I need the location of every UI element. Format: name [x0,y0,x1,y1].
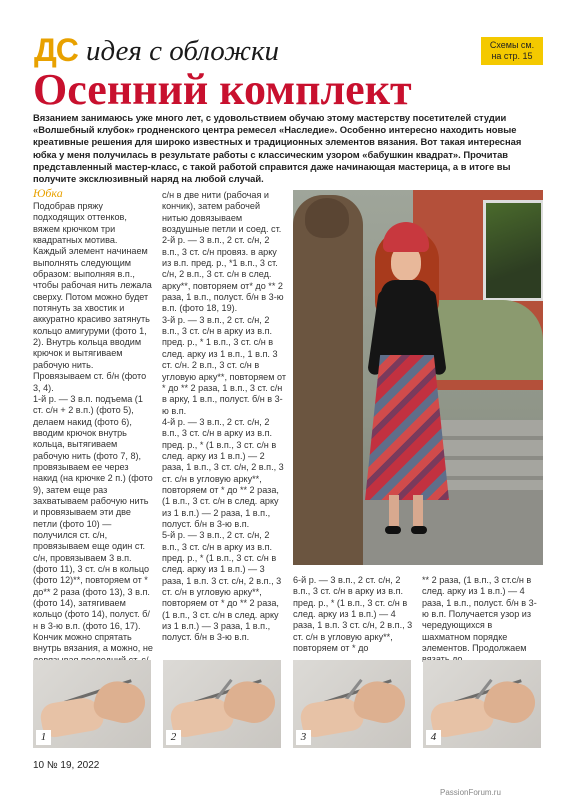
left-leg [389,495,399,530]
black-sweater [381,280,431,360]
wooden-bear-sculpture [293,195,363,565]
step-photo-3 [293,660,411,748]
text-column-3: 6-й р. — 3 в.п., 2 ст. с/н, 2 в.п., 3 ст. с/н в арку из в.п. пред. р., * (1 в.п., 3 ст. с/н в след. арку из 1 в.п.) — 4 раза, 1 в.п. 3 ст. с/н, 2 в.п., 3 ст. с/н в угловую арку**, повторяем от * до [293,575,413,654]
watermark: PassionForum.ru [440,788,501,797]
page-folio: 10 № 19, 2022 [33,760,100,771]
window-reflection [486,203,541,298]
window [483,200,543,301]
section-kicker: идея с обложки [86,35,280,67]
bear-head [305,198,349,238]
main-photo [293,190,543,565]
step-number: 4 [426,730,441,745]
text-column-1 [33,187,153,689]
right-shoe [411,526,427,534]
step-photo-4 [423,660,541,748]
right-leg [413,495,423,530]
step-number: 2 [166,730,181,745]
brand-logo: ДС [34,32,78,68]
text-column-2: с/н в две нити (рабочая и кончик), затем рабочей нитью довязываем воздушные петли и соед. ст. 2-й р. — 3 в.п., 2 ст. с/н, 2 в.п., 3 ст. с/н провяз. в арку из в.п. пред. р., *1 в.п., 3 ст. с/н, 2 в.п., 3 ст. с/н в след. арку**, повторяем от* до ** 2 раза, 1 в.п., полуст. б/н в 3-ю в.п. (фото 18, 19). 3-й р. — 3 в.п., 2 ст. с/н, 2 в.п., 3 ст. с/н в арку из в.п. пред. р., * 1 в.п., 3 ст. с/н в след. арку из 1 в.п., 1 в.п. 3 ст. с/н. 2 в.п., 3 ст. с/н в угловую арку**, повторяем от * до ** 2 раза, 1 в.п., 3 ст. с/н в арку, 1 в.п., полуст. б/н в 3-ю в.п. 4-й р. — 3 в.п., 2 ст. с/н, 2 в.п., 3 ст. с/н в арку из в.п. пред. р., * (1 в.п., 3 ст. с/н в след. арку из 1 в.п.) — 2 раза, 1 в.п., 3 ст. с/н, 2 в.п., 3 ст. с/н в угловую арку**, повторяем от * до ** 2 раза, (1 в.п., 3 ст. с/н в след. арку из 1 в.п.) — 2 раза, 1 в.п., полуст. б/н в 3-ю в.п. 5-й р. — 3 в.п., 2 ст. с/н, 2 в.п., 3 ст. с/н в арку из в.п. пред. р., * (1 в.п., 3 ст. с/н в след. арку из 1 в.п.) — 3 раза, 1 в.п. 3 ст. с/н, 2 в.п., 3 ст. с/н в угловую арку**, повторяем от * до ** 2 раза, (1 в.п., 3 ст. с/н в след. арку из 1 в.п.) — 3 раза, 1 в.п., полуст. б/н в 3-ю в.п. [162,190,286,643]
left-shoe [385,526,401,534]
section-title: Юбка [33,186,63,200]
step-number: 1 [36,730,51,745]
schemes-note: Схемы см. на стр. 15 [481,37,543,65]
step-number: 3 [296,730,311,745]
step-photo-1 [33,660,151,748]
article-intro: Вязанием занимаюсь уже много лет, с удовольствием обучаю этому мастерству посетителей студии «Волшебный клубок» гродненского центра ремесел «Наследие». Особенно интересно находить новые креативные решения для широко известных и традиционных элементов вязания. Вот такая интересная юбка у меня получилась в результате работы с классическим узором «бабушкин квадрат». Прочитав представленный мастер-класс, с такой работой справится даже начинающая мастерица, а в итоге вы получите эксклюзивный наряд на любой случай. [33,112,522,185]
step-photo-2 [163,660,281,748]
article-title: Осенний комплект [33,65,412,114]
text-column-4: ** 2 раза, (1 в.п., 3 ст.с/н в след. арку из 1 в.п.) — 4 раза, 1 в.п., полуст. б/н в 3-ю в.п. Получается узор из чередующихся в шахматном порядке элементов. Продолжаем [422,575,537,654]
column-1-text: Подобрав пряжу подходящих оттенков, вяжем крючком три квадратных мотива. Каждый элемент начинаем выполнять следующим образом: выполняя в.п., чтобы рабочая нить лежала сверху. Потом можно будет потянуть за хвостик и аккуратно красиво затянуть кольцо амигуруми (фото 1, 2). Внутрь кольца вводим крючок и вытягиваем рабочую нить. Провязываем ст. б/н (фото 3, 4). 1-й р. — 3 в.п. подъема (1 ст. с/н + 2 в.п.) (фото 5), делаем накид (фото 6), вводим крючок внутрь кольца, вытягиваем рабочую нить (фото 7, 8), провязываем ее через накид (на крючке 2 п.) (фото 9), затем еще раз захватываем рабочую нить и провязываем эти две петли (фото 10) — получился ст. с/н, провязываем еще один ст. с/н, провязываем 3 в.п. (фото 11), 3 ст. с/н в кольцо (фото 12)**, повторяем от * до** 2 раза (фото 13), 3 в.п. (фото 14), затягиваем кольцо (фото 14), полуст. б/н в 3-ю в.п. (фото 16, 17). Кончик можно спрятать внутрь вязания, а можно, не [33,201,153,654]
